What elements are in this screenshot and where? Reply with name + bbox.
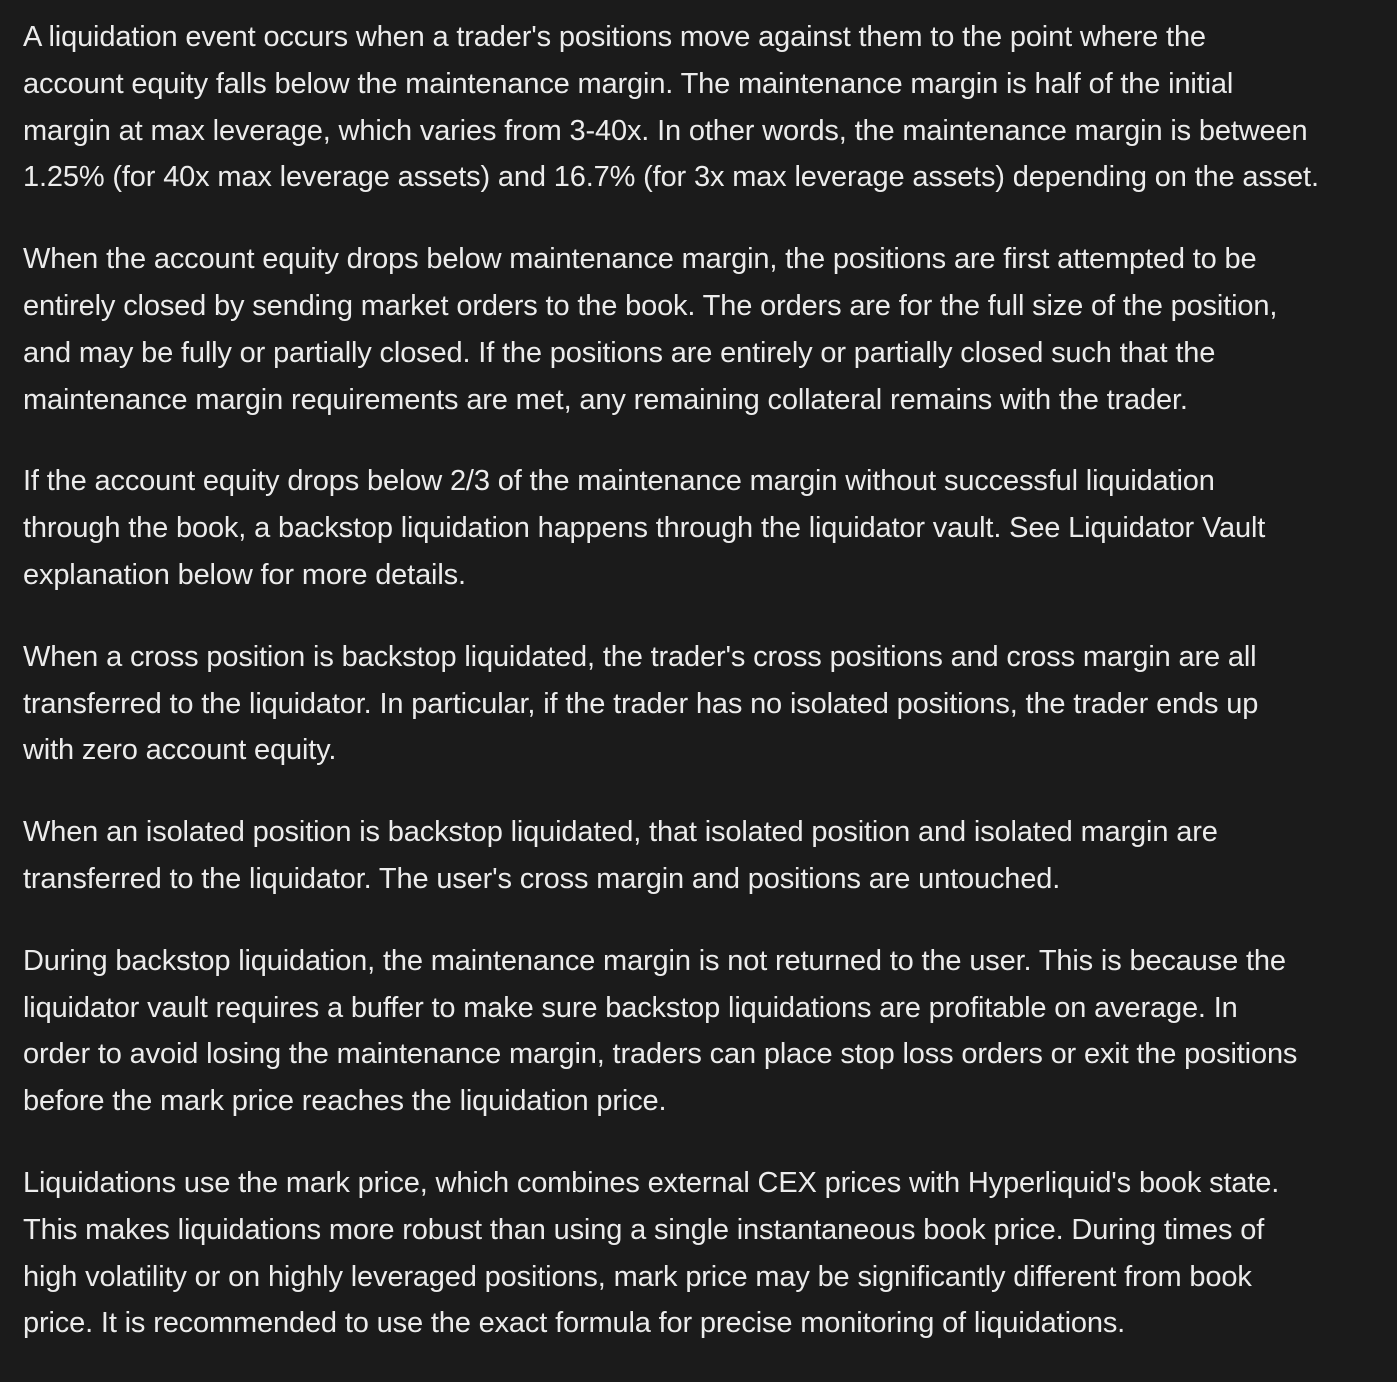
text-line: When a cross position is backstop liquidated, the trader's cross positions and cross margin are all <box>23 640 1257 673</box>
text-line: liquidator vault requires a buffer to make sure backstop liquidations are profitable on average. In <box>23 991 1238 1024</box>
paragraph-isolated-position <box>23 809 1397 903</box>
text-line: If the account equity drops below 2/3 of the maintenance margin without successful liquidation <box>23 465 1215 498</box>
document-body <box>23 14 1397 1382</box>
text-line: order to avoid losing the maintenance margin, traders can place stop loss orders or exit the positions <box>23 1038 1298 1071</box>
text-line: explanation below for more details. <box>23 558 466 591</box>
text-line: price. It is recommended to use the exact formula for precise monitoring of liquidations. <box>23 1307 1126 1340</box>
text-line: 1.25% (for 40x max leverage assets) and 16.7% (for 3x max leverage assets) depending on the asset. <box>23 161 1319 194</box>
paragraph-market-orders <box>23 236 1397 423</box>
text-line: before the mark price reaches the liquidation price. <box>23 1085 667 1118</box>
text-line: When an isolated position is backstop liquidated, that isolated position and isolated margin are <box>23 816 1218 849</box>
text-line: transferred to the liquidator. The user's cross margin and positions are untouched. <box>23 862 1061 895</box>
paragraph-maintenance-margin <box>23 938 1397 1125</box>
text-line: with zero account equity. <box>23 734 337 767</box>
text-line: During backstop liquidation, the maintenance margin is not returned to the user. This is because the <box>23 944 1286 977</box>
text-line: A liquidation event occurs when a trader's positions move against them to the point where the <box>23 21 1206 53</box>
text-line: account equity falls below the maintenance margin. The maintenance margin is half of the initial <box>23 67 1234 100</box>
text-line: high volatility or on highly leveraged positions, mark price may be significantly different from book <box>23 1260 1252 1293</box>
text-line: maintenance margin requirements are met, any remaining collateral remains with the trader. <box>23 383 1188 416</box>
text-line: through the book, a backstop liquidation happens through the liquidator vault. See Liquidator Vault <box>23 512 1266 545</box>
text-line: and may be fully or partially closed. If the positions are entirely or partially closed such that the <box>23 336 1216 369</box>
paragraph-cross-position <box>23 634 1397 774</box>
paragraph-mark-price <box>23 1160 1397 1347</box>
text-line: transferred to the liquidator. In particular, if the trader has no isolated positions, the trader ends up <box>23 687 1259 720</box>
text-line: When the account equity drops below maintenance margin, the positions are first attempted to be <box>23 243 1257 276</box>
text-line: entirely closed by sending market orders to the book. The orders are for the full size of the position, <box>23 289 1278 322</box>
paragraph-backstop-threshold <box>23 458 1397 598</box>
text-line: margin at max leverage, which varies from 3-40x. In other words, the maintenance margin is between <box>23 114 1308 147</box>
text-line: Liquidations use the mark price, which combines external CEX prices with Hyperliquid's book state. <box>23 1166 1280 1199</box>
paragraph-liquidation-event <box>23 14 1397 201</box>
text-line: This makes liquidations more robust than using a single instantaneous book price. During times of <box>23 1213 1265 1246</box>
